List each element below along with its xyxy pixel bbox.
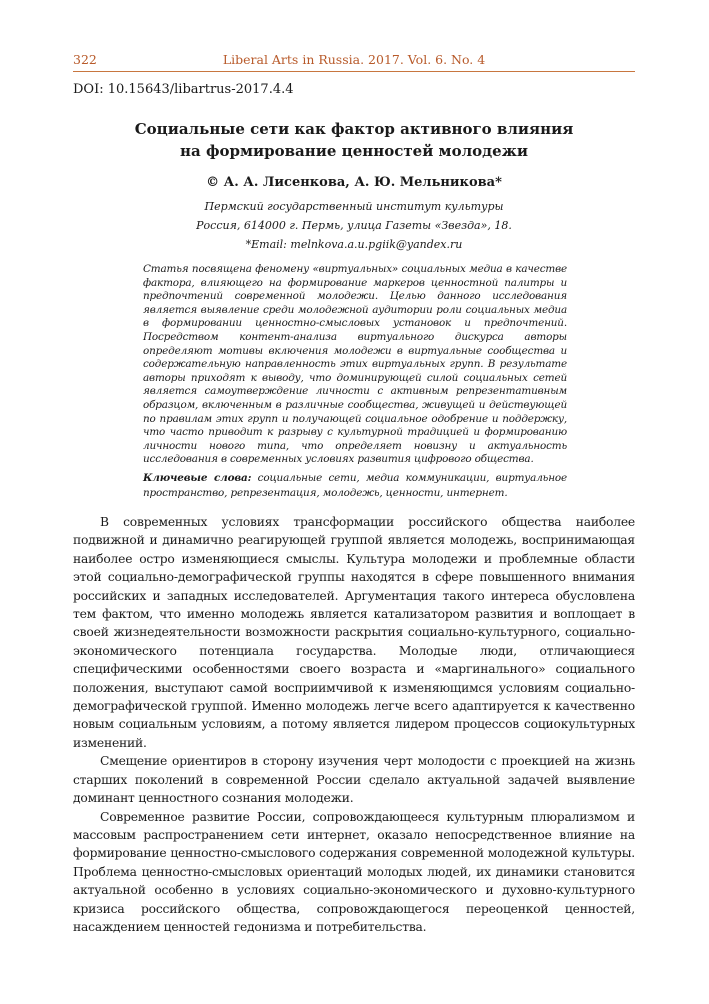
keywords-label: Ключевые слова:	[143, 472, 252, 484]
paragraph-2: Смещение ориентиров в сторону изучения черт молодости с проекцией на жизнь старших поколений в современной России сделало актуальной задачей выявление доминант ценностного сознания молодежи.	[73, 754, 635, 806]
authors: © А. А. Лисенкова, А. Ю. Мельникова*	[206, 175, 502, 190]
running-header	[73, 52, 635, 72]
paragraph-1: В современных условиях трансформации российского общества наиболее подвижной и динамично реагирующей группой является молодежь, воспринимающая наиболее остро изменяющиеся смыслы. Культура молодежи и проблемные области этой социально-демографической группы находятся в сфере повышенного внимания российских и западных исследователей. Аргументация такого интереса обусловлена тем фактом, что именно молодежь является катализатором развития и воплощает в своей жизнедеятельности возможности раскрытия социально-культурного, социально-экономического потенциала государства. Молодые люди, отличающиеся специфическими особенностями своего возраста и «маргинального» социального положения, выступают самой восприимчивой к изменяющимся условиям социально-демографической группой. Именно молодежь легче всего адаптируется к качественно новым социальным условиям, а потому является лидером процессов социокультурных изменений.	[73, 515, 635, 750]
article-title-line1: Социальные сети как фактор активного влияния	[134, 120, 574, 138]
keywords	[143, 471, 567, 501]
author-email[interactable]: *Email: melnkova.a.u.pgiik@yandex.ru	[245, 238, 463, 251]
journal-title: Liberal Arts in Russia. 2017. Vol. 6. No. 4	[222, 52, 486, 67]
header-divider	[73, 71, 635, 72]
keywords-text: социальные сети, медиа коммуникации, виртуальное пространство, репрезентация, молодежь, ценности, интернет.	[143, 472, 567, 499]
article-title-line2: на формирование ценностей молодежи	[180, 142, 528, 160]
body-text	[73, 513, 635, 936]
paragraph-3: Современное развитие России, сопровождающееся культурным плюрализмом и массовым распространением сети интернет, оказало непосредственное влияние на формирование ценностно-смыслового содержания современной молодежной культуры. Проблема ценностно-смысловых ориентаций молодых людей, их динамики становится актуальной особенно в условиях социально-экономического и духовно-культурного кризиса российского общества, сопровождающегося переоценкой ценностей, насаждением ценностей гедонизма и потребительства.	[73, 809, 635, 934]
article-title	[73, 118, 635, 162]
affiliation-line2: Россия, 614000 г. Пермь, улица Газеты «Звезда», 18.	[196, 219, 512, 232]
doi[interactable]: DOI: 10.15643/libartrus-2017.4.4	[73, 82, 294, 97]
abstract: Статья посвящена феномену «виртуальных» социальных медиа в качестве фактора, влияющего на формирование маркеров ценностной палитры и предпочтений современной молодежи. Целью данного исследования является выявление среди молодежной аудитории роли социальных медиа в формировании ценностно-смысловых установок и предпочтений. Посредством контент-анализа виртуального дискурса авторы определяют мотивы включения молодежи в виртуальные сообщества и содержательную направленность этих виртуальных групп. В результате авторы приходят к выводу, что доминирующей силой социальных сетей является самоутверждение личности с активным репрезентативным образцом, включенным в различные сообщества, живущей и действующей по правилам этих групп и получающей социальное одобрение и поддержку, что часто приводит к разрыву с культурной традицией и формированию личности нового типа, что определяет новизну и актуальность исследования в современных условиях развития цифрового общества.	[143, 263, 567, 466]
affiliation	[73, 197, 635, 235]
page-number: 322	[73, 52, 97, 67]
affiliation-line1: Пермский государственный институт культуры	[204, 200, 504, 213]
